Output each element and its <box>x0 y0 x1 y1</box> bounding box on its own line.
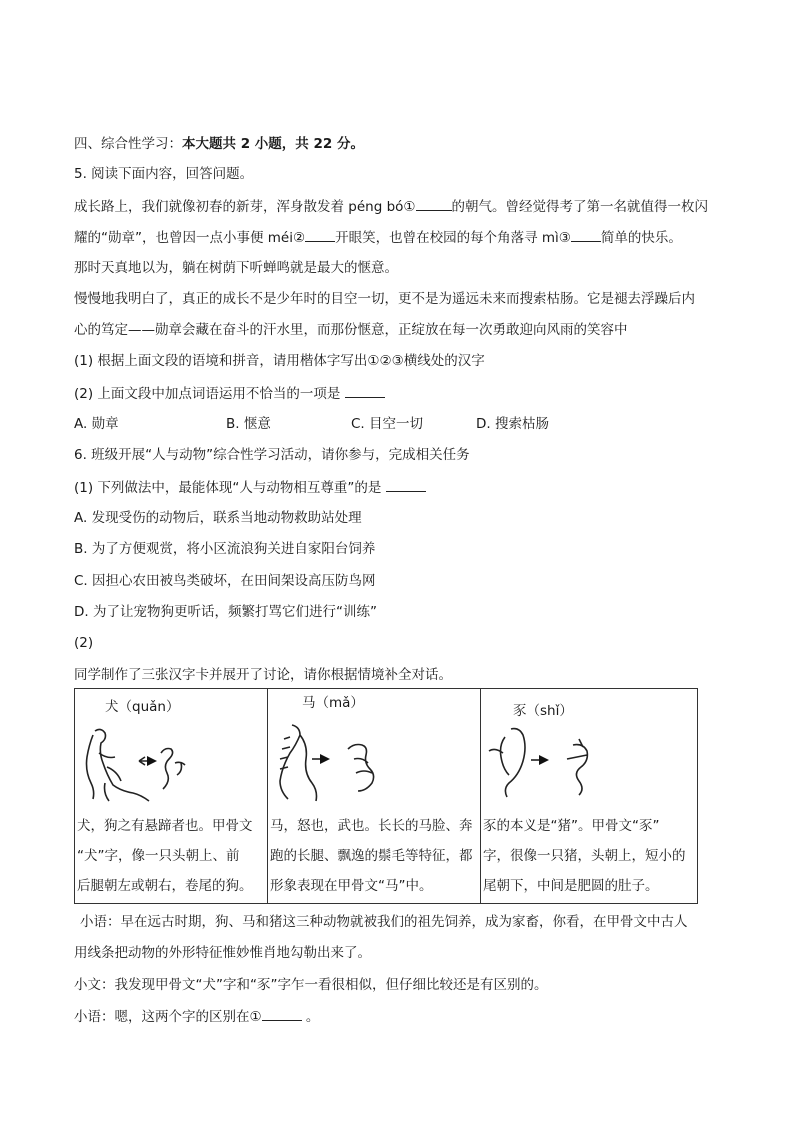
section-title-prefix: 四、综合性学习： <box>74 136 182 152</box>
q6-option-c[interactable]: C. 因担心农田被鸟类破坏，在田间架设高压防鸟网 <box>74 573 376 589</box>
q5-stem: 5. 阅读下面内容，回答问题。 <box>74 166 254 182</box>
q5-passage-line-1 <box>74 196 708 217</box>
q5-p2-text-b: 开眼笑，也曾在校园的每个角落寻 mì③ <box>335 230 571 246</box>
card-shi <box>481 689 697 903</box>
q5-p1-text-a: 成长路上，我们就像初春的新芽，浑身散发着 péng bó① <box>74 199 416 215</box>
q5-option-a[interactable]: A. 勋章 <box>74 416 119 432</box>
q6-sub1-blank[interactable] <box>386 477 426 492</box>
card-ma-text <box>270 811 480 901</box>
dialogue-line-3: 小文：我发现甲骨文“犬”字和“豕”字乍一看很相似，但仔细比较还是有区别的。 <box>74 977 548 993</box>
q5-option-c[interactable]: C. 目空一切 <box>351 416 424 432</box>
q6-sub1-text: (1) 下列做法中，最能体现“人与动物相互尊重”的是 <box>74 480 382 496</box>
dialogue-line-2: 用线条把动物的外形特征惟妙惟肖地勾勒出来了。 <box>74 945 371 961</box>
card-ma-head: 马（mǎ） <box>302 695 364 711</box>
q5-sub2-text: (2) 上面文段中加点词语运用不恰当的一项是 <box>74 386 341 402</box>
card-quan <box>75 689 268 903</box>
card-shi-text <box>483 811 695 901</box>
q6-sub2-intro: 同学制作了三张汉字卡并展开了讨论，请你根据情境补全对话。 <box>74 667 452 683</box>
q5-sub2 <box>74 383 385 404</box>
q6-option-a[interactable]: A. 发现受伤的动物后，联系当地动物救助站处理 <box>74 510 362 526</box>
q5-p2-text-a: 耀的“勋章”，也曾因一点小事便 méi② <box>74 230 306 246</box>
q6-option-b[interactable]: B. 为了方便观赏，将小区流浪狗关进自家阳台饲养 <box>74 541 376 557</box>
q5-passage-line-3: 那时天真地以为，躺在树荫下听蝉鸣就是最大的惬意。 <box>74 260 398 276</box>
card-quan-line-1: 犬，狗之有悬蹄者也。甲骨文 <box>77 818 253 834</box>
q5-option-b[interactable]: B. 惬意 <box>226 416 271 432</box>
card-quan-line-2: “犬”字，像一只头朝上、前 <box>77 848 240 864</box>
card-ma <box>268 689 481 903</box>
card-shi-head: 豕（shǐ） <box>513 703 573 719</box>
q5-p2-text-c: 简单的快乐。 <box>600 230 682 246</box>
q5-passage-line-2 <box>74 227 682 248</box>
card-shi-line-1: 豕的本义是“猪”。甲骨文“豕” <box>483 818 660 834</box>
card-ma-line-2: 跑的长腿、飘逸的鬃毛等特征，都 <box>270 848 473 864</box>
card-quan-text <box>77 811 282 901</box>
blank-2[interactable] <box>305 227 335 242</box>
q5-p1-text-b: 的朝气。曾经觉得考了第一名就值得一枚闪 <box>451 199 709 215</box>
dialogue-blank-1[interactable] <box>262 1006 302 1021</box>
card-ma-line-1: 马，怒也，武也。长长的马脸、奔 <box>270 818 473 834</box>
q6-stem: 6. 班级开展“人与动物”综合性学习活动，请你参与，完成相关任务 <box>74 447 470 463</box>
dialogue-line-4-text: 小语：嗯，这两个字的区别在① <box>74 1009 262 1025</box>
dialogue-line-1: 小语：早在远古时期，狗、马和猪这三种动物就被我们的祖先饲养，成为家畜，你看，在甲骨文中古人 <box>80 914 688 930</box>
q6-sub1 <box>74 477 426 498</box>
q5-passage-line-5: 心的笃定——勋章会藏在奋斗的汗水里，而那份惬意，正绽放在每一次勇敢迎向风雨的笑容中 <box>74 322 628 338</box>
q5-option-d[interactable]: D. 搜索枯肠 <box>476 416 549 432</box>
card-quan-head: 犬（quǎn） <box>105 699 180 715</box>
q6-option-d[interactable]: D. 为了让宠物狗更听话，频繁打骂它们进行“训练” <box>74 604 377 620</box>
q5-sub2-blank[interactable] <box>345 383 385 398</box>
card-shi-line-2: 字，很像一只猪，头朝上，短小的 <box>483 848 686 864</box>
pig-oracle-illustration <box>483 725 688 805</box>
q5-sub1: (1) 根据上面文段的语境和拼音，请用楷体字写出①②③横线处的汉字 <box>74 353 485 369</box>
section-title-bold: 本大题共 2 小题，共 22 分。 <box>182 136 364 152</box>
blank-3[interactable] <box>571 227 601 242</box>
blank-1[interactable] <box>416 196 452 211</box>
dialogue-line-4-end: 。 <box>305 1009 320 1025</box>
dialogue-line-4 <box>74 1006 319 1027</box>
card-ma-line-3: 形象表现在甲骨文“马”中。 <box>270 878 433 894</box>
card-quan-line-3: 后腿朝左或朝右，卷尾的狗。 <box>77 878 253 894</box>
q5-passage-line-4: 慢慢地我明白了，真正的成长不是少年时的目空一切，更不是为遥远未来而搜索枯肠。它是褪去浮躁后内 <box>74 291 695 307</box>
horse-oracle-illustration <box>270 719 470 807</box>
q6-sub2-label: (2) <box>74 635 94 651</box>
character-cards <box>74 688 698 904</box>
card-shi-line-3: 尾朝下，中间是肥圆的肚子。 <box>483 878 659 894</box>
section-heading <box>74 134 364 154</box>
dog-oracle-illustration <box>77 723 262 807</box>
